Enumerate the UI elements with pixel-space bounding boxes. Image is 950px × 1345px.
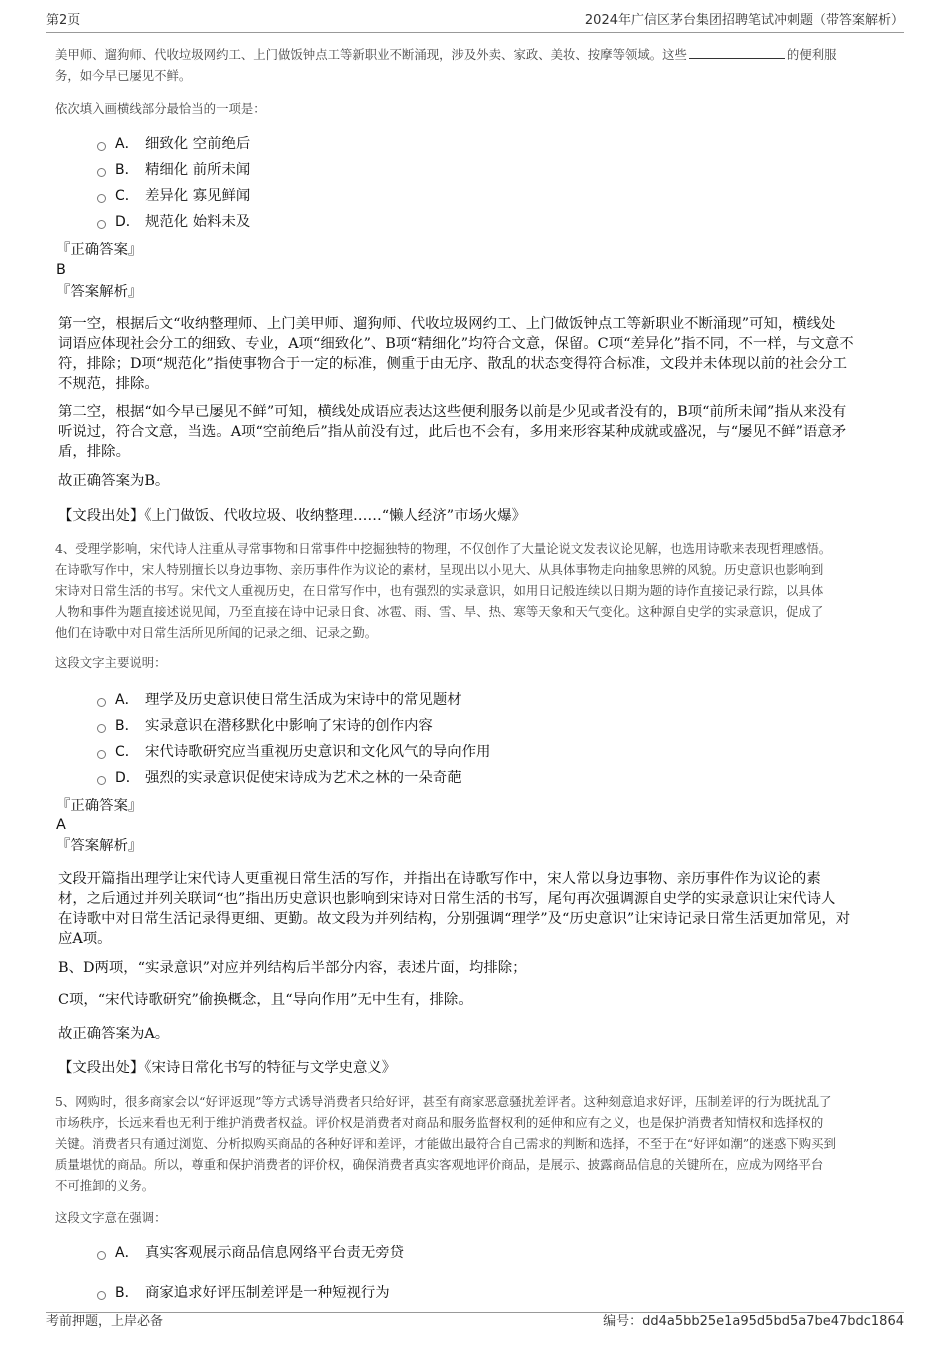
q4-analysis-p2: B、D两项，“实录意识”对应并列结构后半部分内容，表述片面，均排除； (58, 960, 527, 976)
radio-icon[interactable] (97, 750, 106, 759)
radio-icon[interactable] (97, 220, 106, 229)
radio-icon[interactable] (97, 1291, 106, 1300)
q4-analysis-label: 『答案解析』 (56, 838, 143, 854)
radio-icon[interactable] (97, 724, 106, 733)
document-title: 2024年广信区茅台集团招聘笔试冲刺题（带答案解析） (584, 13, 904, 28)
page-number: 第2页 (46, 13, 81, 28)
q3-option-d[interactable]: D． 规范化 始料未及 (97, 212, 250, 232)
q4-analysis-p1: 文段开篇指出理学让宋代诗人更重视日常生活的写作，并指出在诗歌写作中，宋人常以身边事物、亲历事件作为议论的素 材，之后通过并列关联词“也”指出历史意识也影响到宋诗对日常生活的书写，尾句再次强调源自史学的实录意识让宋代诗人 在诗歌中对日常生活记录得更细、更勤。故文段为并列结构，分别强调“理学”及“历史意识”让宋诗记录日常生活更加常见，对 应A项。 (58, 871, 851, 947)
q4-prompt: 这段文字主要说明： (55, 655, 167, 670)
q3-conclusion: 故正确答案为B。 (58, 473, 170, 489)
q3-stem-text-after: 的便利服 (786, 47, 837, 62)
q4-analysis-p3: C项，“宋代诗歌研究”偷换概念，且“导向作用”无中生有，排除。 (58, 992, 473, 1008)
header-divider (46, 32, 904, 33)
q3-stem-line2: 务，如今早已屡见不鲜。 (55, 68, 192, 83)
q3-answer: B (56, 262, 66, 278)
q5-prompt: 这段文字意在强调： (55, 1210, 167, 1225)
q3-analysis-label: 『答案解析』 (56, 284, 143, 300)
q3-option-a[interactable]: A． 细致化 空前绝后 (97, 134, 250, 154)
radio-icon[interactable] (97, 698, 106, 707)
footer-slogan: 考前押题，上岸必备 (46, 1314, 164, 1329)
q4-answer-label: 『正确答案』 (56, 798, 143, 814)
q3-option-c[interactable]: C． 差异化 寡见鲜闻 (97, 186, 250, 206)
radio-icon[interactable] (97, 194, 106, 203)
q5-option-b[interactable]: B． 商家追求好评压制差评是一种短视行为 (97, 1283, 390, 1303)
radio-icon[interactable] (97, 142, 106, 151)
footer-divider (46, 1312, 904, 1313)
q4-source: 【文段出处】《宋诗日常化书写的特征与文学史意义》 (58, 1060, 397, 1076)
q4-option-d[interactable]: D． 强烈的实录意识促使宋诗成为艺术之林的一朵奇葩 (97, 768, 462, 788)
q3-prompt: 依次填入画横线部分最恰当的一项是： (55, 101, 266, 116)
q4-stem: 4、受理学影响，宋代诗人注重从寻常事物和日常事件中挖掘独特的物理，不仅创作了大量论说文发表议论见解，也选用诗歌来表现哲理感悟。 在诗歌写作中，宋人特别擅长以身边事物、亲历事件作为议论的素材，呈现出以小见大、从具体事物走向抽象思辨的风貌。历史意识也影响到 宋诗对日常生活的书写。宋代文人重视历史，在日常写作中，也有强烈的实录意识，如用日记般连续以日期为题的诗作直接记录行踪，以具体 人物和事件为题直接述说见闻，乃至直接在诗中记录日食、冰雹、雨、雪、旱、热、寒等天象和天气变化。这种源自史学的实录意识，促成了 他们在诗歌中对日常生活所见所闻的记录之细、记录之勤。 (55, 541, 832, 640)
radio-icon[interactable] (97, 1251, 106, 1260)
q4-option-a[interactable]: A． 理学及历史意识使日常生活成为宋诗中的常见题材 (97, 690, 462, 710)
q3-source: 【文段出处】《上门做饭、代收垃圾、收纳整理……“懒人经济”市场火爆》 (58, 508, 527, 524)
radio-icon[interactable] (97, 776, 106, 785)
q3-analysis-p2: 第二空，根据“如今早已屡见不鲜”可知，横线处成语应表达这些便利服务以前是少见或者没有的，B项“前所未闻”指从来没有 听说过，符合文意，当选。A项“空前绝后”指从前没有过，此后也不会有，多用来形容某种成就或盛况，与“屡见不鲜”语意矛 盾，排除。 (58, 404, 847, 460)
footer-code (603, 1314, 904, 1330)
fill-blank (689, 45, 785, 59)
q4-option-b[interactable]: B． 实录意识在潜移默化中影响了宋诗的创作内容 (97, 716, 433, 736)
q3-analysis-p1: 第一空，根据后文“收纳整理师、上门美甲师、遛狗师、代收垃圾网约工、上门做饭钟点工等新职业不断涌现”可知，横线处 词语应体现社会分工的细致、专业，A项“细致化”、B项“精细化”均符合文意，保留。C项“差异化”指不同，不一样，与文意不 符，排除；D项“规范化”指使事物合于一定的标准，侧重于由无序、散乱的状态变得符合标准，文段并未体现以前的社会分工 不规范，排除。 (58, 316, 854, 392)
q5-stem: 5、网购时，很多商家会以“好评返现”等方式诱导消费者只给好评，甚至有商家恶意骚扰差评者。这种刻意追求好评，压制差评的行为既扰乱了 市场秩序，长远来看也无利于维护消费者权益。评价权是消费者对商品和服务监督权利的延伸和应有之义，也是保护消费者知情权和选择权的 关键。消费者只有通过浏览、分析拟购买商品的各种好评和差评，才能做出最符合自己需求的判断和选择，不至于在“好评如潮”的迷惑下购买到 质量堪忧的商品。所以，尊重和保护消费者的评价权，确保消费者真实客观地评价商品，是展示、披露商品信息的关键所在，应成为网络平台 不可推卸的义务。 (55, 1094, 836, 1193)
code-value: dd4a5bb25e1a95d5bd5a7be47bdc1864 (642, 1314, 904, 1329)
q5-option-a[interactable]: A． 真实客观展示商品信息网络平台责无旁贷 (97, 1243, 404, 1263)
q3-answer-label: 『正确答案』 (56, 242, 143, 258)
radio-icon[interactable] (97, 168, 106, 177)
q4-option-c[interactable]: C． 宋代诗歌研究应当重视历史意识和文化风气的导向作用 (97, 742, 490, 762)
q3-stem-text: 美甲师、遛狗师、代收垃圾网约工、上门做饭钟点工等新职业不断涌现，涉及外卖、家政、美妆、按摩等领域。这些 (55, 47, 687, 62)
code-label: 编号： (603, 1314, 643, 1329)
q4-answer: A (56, 817, 66, 833)
q3-option-b[interactable]: B． 精细化 前所未闻 (97, 160, 250, 180)
q4-conclusion: 故正确答案为A。 (58, 1026, 170, 1042)
q3-stem (55, 44, 905, 86)
